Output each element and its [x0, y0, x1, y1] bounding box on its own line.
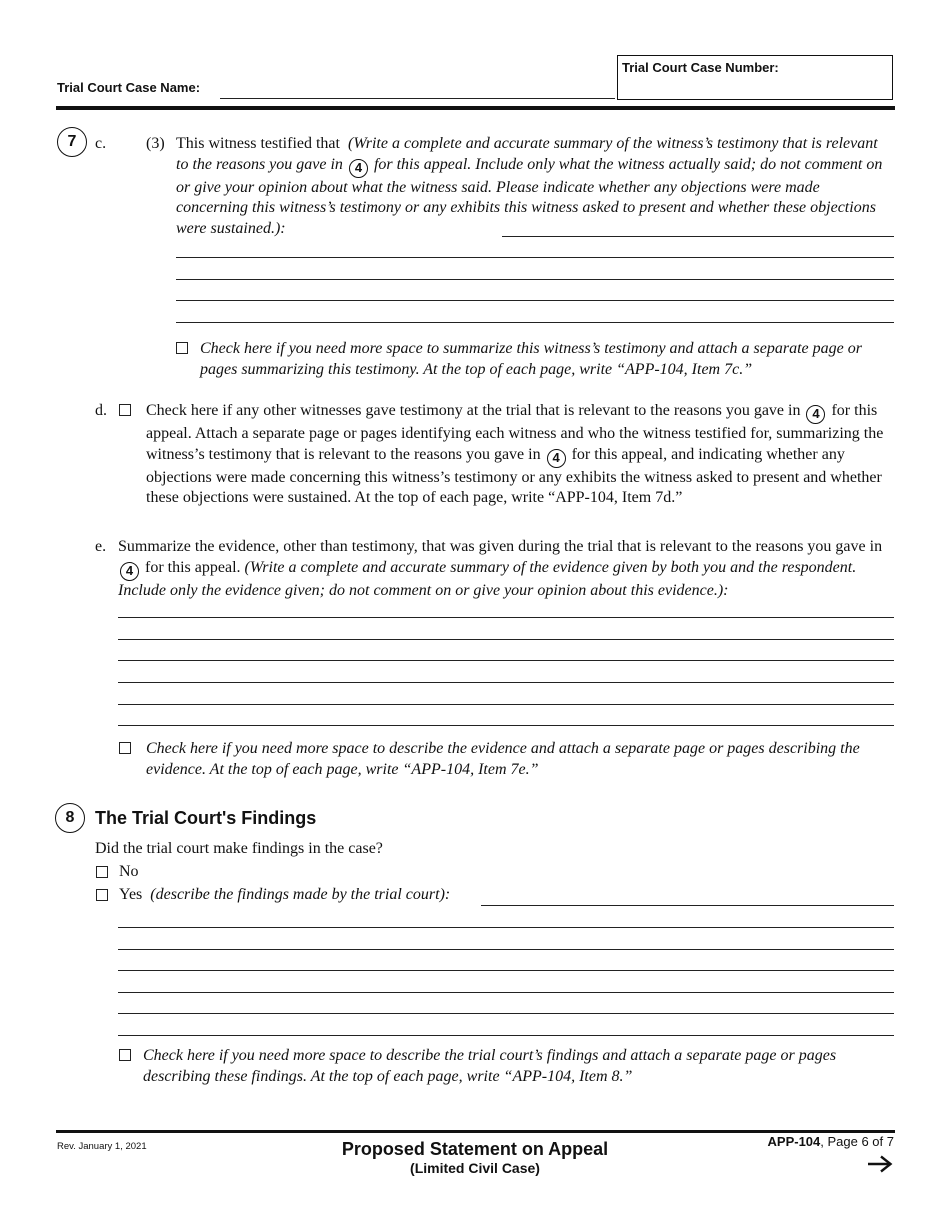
item-7-number: 7: [57, 127, 87, 157]
arrow-right-icon[interactable]: [867, 1155, 893, 1173]
item-7e-text: [118, 537, 894, 601]
item-8-answer-line[interactable]: [118, 1013, 894, 1014]
ref-item-4: 4: [547, 449, 566, 468]
item-8-answer-line[interactable]: [118, 927, 894, 928]
form-id: APP-104: [767, 1134, 821, 1149]
case-number-label: Trial Court Case Number:: [622, 60, 779, 75]
item-8-more-space-checkbox[interactable]: [119, 1049, 131, 1061]
item-7d-text: [146, 401, 894, 509]
revision-date: Rev. January 1, 2021: [57, 1141, 147, 1152]
item-7c-text: [176, 134, 894, 239]
item-7e-more-space-checkbox[interactable]: [119, 742, 131, 754]
item-8-answer-line[interactable]: [118, 1035, 894, 1036]
item-7c-more-space-text: Check here if you need more space to summarize this witness’s testimony and attach a separate page or pages summarizing this testimony. At the top of each page, write “APP-104, Item 7c.”: [200, 340, 862, 378]
item-8-question: Did the trial court make findings in the case?: [95, 840, 383, 857]
item-7e-text-b: for this appeal.: [145, 558, 241, 576]
case-name-input[interactable]: [220, 78, 615, 99]
ref-item-4: 4: [806, 405, 825, 424]
item-7c-answer-line[interactable]: [176, 322, 894, 323]
item-8-no-label: No: [119, 863, 139, 880]
item-7d-checkbox[interactable]: [119, 404, 131, 416]
page-number: , Page 6 of 7: [820, 1134, 894, 1149]
item-8-yes-checkbox[interactable]: [96, 889, 108, 901]
form-title: Proposed Statement on Appeal: [341, 1139, 609, 1159]
item-7e-answer-line[interactable]: [118, 639, 894, 640]
item-7d-letter: d.: [95, 402, 107, 419]
item-8-answer-line[interactable]: [481, 905, 894, 906]
item-7e-answer-line[interactable]: [118, 660, 894, 661]
item-7c-instr-b: for this appeal. Include only what the witness actually said; do not comment on or give your opinion about what the witness said. Please indicate whether any objections were made concerning this witness’s testimony or any exhibits this witness asked to present and whether these objections were sustained.):: [176, 155, 883, 237]
item-7c-letter: c.: [95, 135, 107, 152]
item-7c-sub: (3): [146, 135, 165, 152]
ref-item-4: 4: [120, 562, 139, 581]
item-7c-more-space-checkbox[interactable]: [176, 342, 188, 354]
item-7c-answer-line[interactable]: [176, 279, 894, 280]
footer-rule: [56, 1130, 895, 1133]
item-7e-instr: (Write a complete and accurate summary of the evidence given by both you and the respondent. Include only the evidence given; do not comment on or give your opinion about this evidence.):: [118, 558, 857, 599]
item-8-answer-line[interactable]: [118, 970, 894, 971]
item-7e-answer-line[interactable]: [118, 682, 894, 683]
form-subtitle: (Limited Civil Case): [410, 1160, 540, 1176]
item-8-yes-line: [119, 885, 450, 906]
item-7e-more-space-text: Check here if you need more space to describe the evidence and attach a separate page or pages describing the evidence. At the top of each page, write “APP-104, Item 7e.”: [146, 740, 860, 778]
item-7d-text-b: for this appeal. Attach a separate page or pages identifying each witness and who the witness testified for, summarizing the witness’s testimony that is relevant to the reasons you gave in: [146, 402, 884, 463]
ref-item-4: 4: [349, 159, 368, 178]
item-8-yes-instr: (describe the findings made by the trial court):: [150, 886, 451, 903]
item-8-answer-line[interactable]: [118, 949, 894, 950]
item-8-no-checkbox[interactable]: [96, 866, 108, 878]
item-8-answer-line[interactable]: [118, 992, 894, 993]
item-7e-answer-line[interactable]: [118, 617, 894, 618]
item-7e-text-a: Summarize the evidence, other than testimony, that was given during the trial that is relevant to the reasons you gave in: [118, 538, 883, 555]
item-7e-answer-line[interactable]: [118, 704, 894, 705]
case-number-input[interactable]: [622, 78, 888, 96]
case-name-label: Trial Court Case Name:: [57, 80, 201, 95]
page-indicator: [768, 1134, 894, 1149]
item-7e-answer-line[interactable]: [118, 725, 894, 726]
item-7c-intro: This witness testified that: [176, 135, 340, 152]
item-7c-answer-line[interactable]: [176, 300, 894, 301]
item-7e-letter: e.: [95, 538, 107, 555]
item-8-yes-label: Yes: [119, 886, 143, 903]
item-7c-instr-a: (Write a complete and accurate summary of the witness’s testimony that is relevant to the reasons you gave in: [176, 135, 878, 173]
footer-title: [300, 1139, 650, 1176]
header-rule: [56, 106, 895, 110]
item-7d-text-c: for this appeal, and indicating whether any objections were made concerning this witness’s testimony or any exhibits the witness asked to present and whether these objections were sustained. At the top of each page, write “APP-104, Item 7d.”: [146, 445, 882, 506]
item-7d-text-a: Check here if any other witnesses gave testimony at the trial that is relevant to the reasons you gave in: [146, 402, 801, 419]
item-7c-answer-line[interactable]: [502, 236, 894, 237]
item-8-title: The Trial Court's Findings: [95, 808, 317, 828]
item-8-number: 8: [55, 803, 85, 833]
item-7c-answer-line[interactable]: [176, 257, 894, 258]
item-8-more-space-text: Check here if you need more space to describe the trial court’s findings and attach a separate page or pages describing these findings. At the top of each page, write “APP-104, Item 8.”: [143, 1047, 837, 1085]
